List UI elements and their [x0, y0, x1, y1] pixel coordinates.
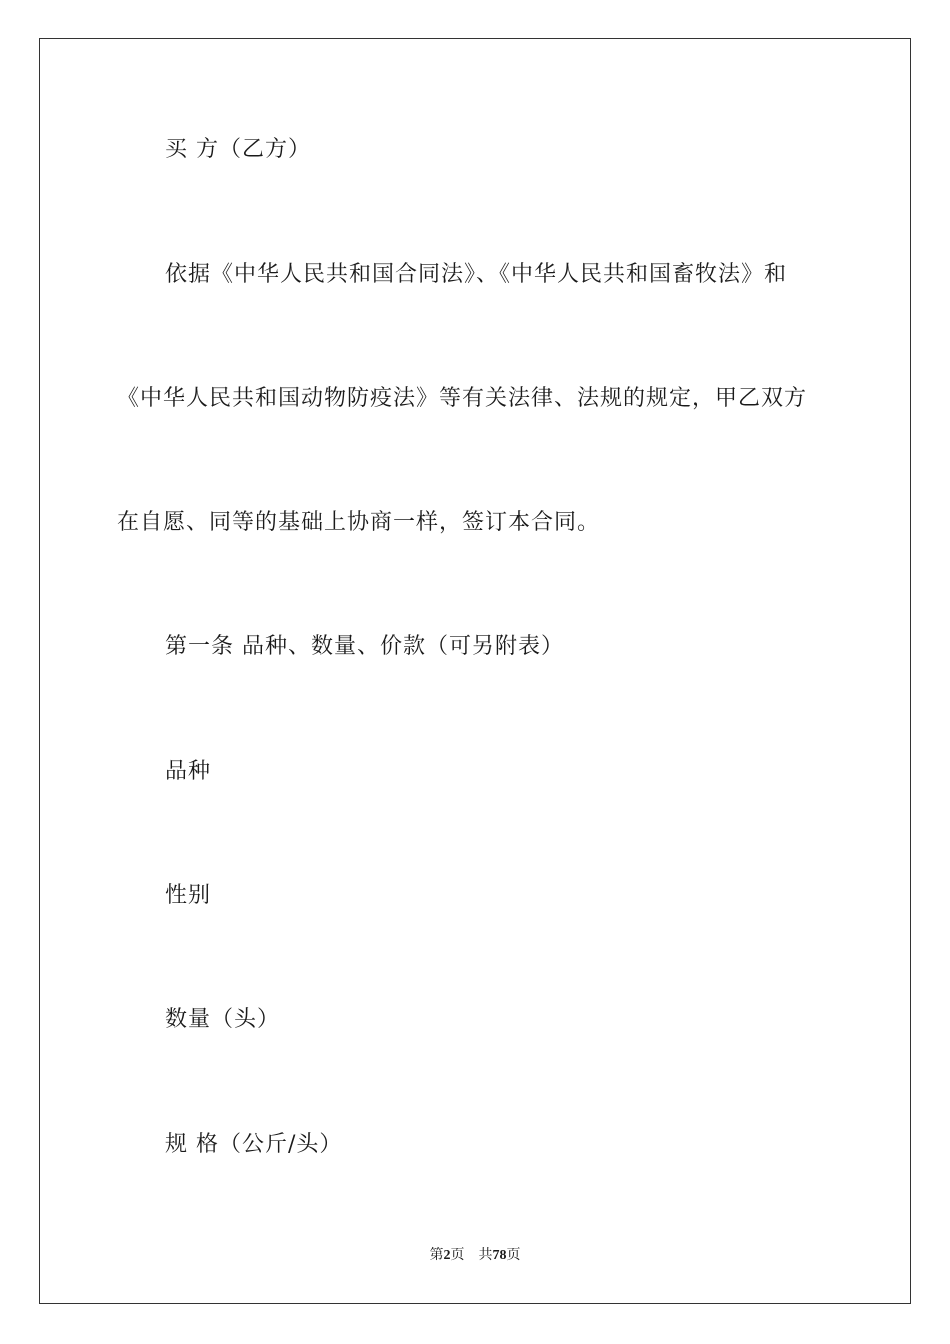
footer-total-prefix: 共	[478, 1248, 493, 1263]
article-one-heading: 第一条 品种、数量、价款（可另附表）	[165, 634, 564, 659]
field-variety: 品种	[165, 759, 212, 784]
buyer-heading: 买 方（乙方）	[165, 137, 311, 162]
field-quantity: 数量（头）	[165, 1007, 281, 1032]
page-footer	[0, 1247, 950, 1265]
paragraph-line-3: 在自愿、同等的基础上协商一样，签订本合同。	[117, 510, 601, 535]
footer-page-suffix: 页	[450, 1248, 465, 1263]
footer-total-suffix: 页	[506, 1248, 521, 1263]
page-border	[39, 38, 911, 1304]
footer-page-prefix: 第	[429, 1248, 444, 1263]
field-specification: 规 格（公斤/头）	[165, 1132, 343, 1157]
field-gender: 性别	[165, 883, 212, 908]
paragraph-line-1: 依据《中华人民共和国合同法》、《中华人民共和国畜牧法》和	[165, 262, 788, 287]
paragraph-line-2: 《中华人民共和国动物防疫法》等有关法律、法规的规定，甲乙双方	[117, 386, 808, 411]
footer-total-pages: 78	[492, 1248, 507, 1263]
footer-page-number: 2	[443, 1248, 451, 1263]
